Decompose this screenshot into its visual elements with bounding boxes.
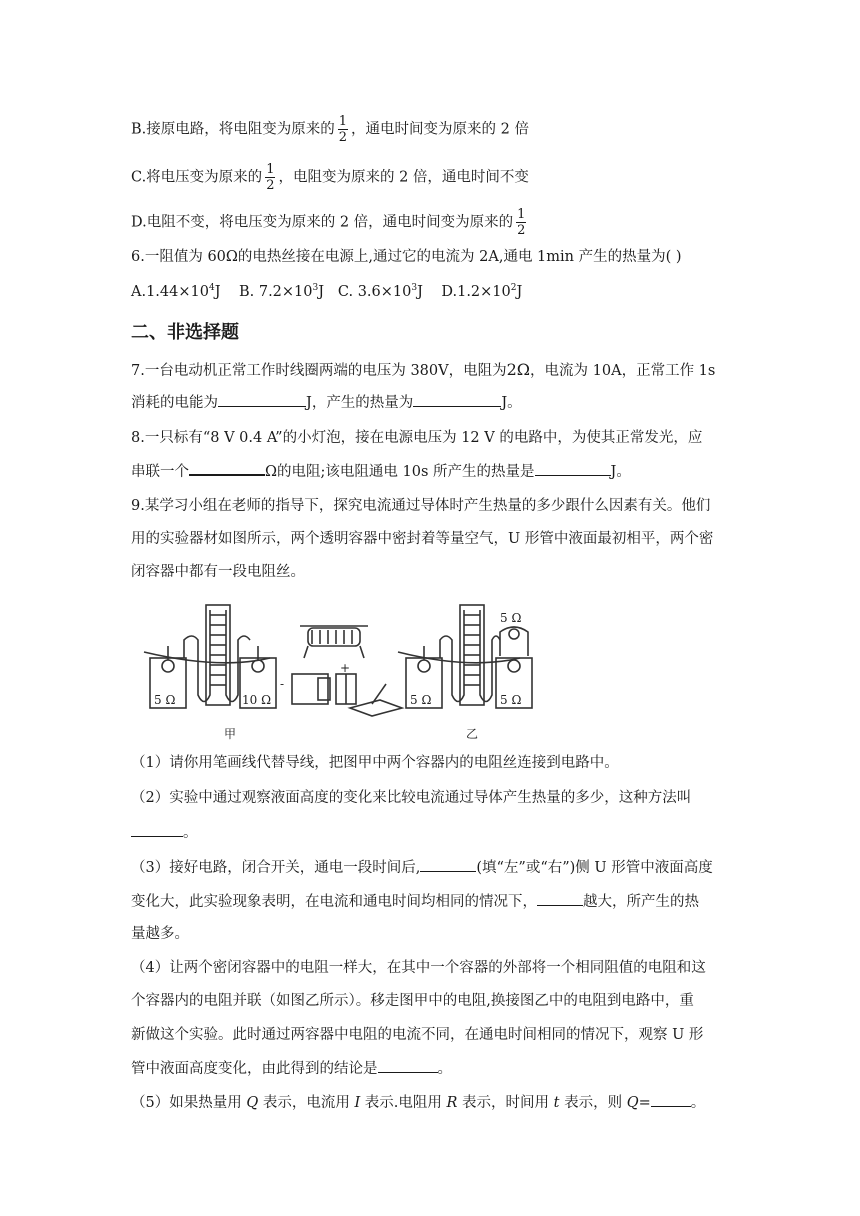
fraction xyxy=(265,162,275,193)
q9-part-3-line-3: 量越多。 xyxy=(131,926,189,942)
answer-blank[interactable] xyxy=(651,1092,691,1107)
answer-blank[interactable] xyxy=(535,461,611,476)
q5-option-b-text: B.接原电路，将电阻变为原来的 xyxy=(131,121,335,138)
q9-part-4-line-2: 个容器内的电阻并联（如图乙所示）。移走图甲中的电阻,换接图乙中的电阻到电路中，重 xyxy=(131,993,694,1009)
q6-option-d: $D.1.2\times 10^2J$ xyxy=(441,283,523,300)
q9-part-4-line-1: （4）让两个密闭容器中的电阻一样大，在其中一个容器的外部将一个相同阻值的电阻和这 xyxy=(131,960,706,976)
q6-stem: 6.一阻值为 60Ω的电热丝接在电源上,通过它的电流为 2A,通电 1min 产生的热量为( ) xyxy=(131,249,682,265)
answer-blank[interactable] xyxy=(413,392,501,407)
q5-option-c xyxy=(131,162,529,193)
q7-line-2: 消耗的电能为 J，产生的热量为 J。 xyxy=(131,392,522,413)
figure-caption-left: 甲 xyxy=(224,727,237,740)
q6-options xyxy=(131,282,522,302)
left-resistor-label: 5 Ω xyxy=(154,693,176,707)
fraction xyxy=(516,207,526,238)
experiment-figure xyxy=(140,600,730,740)
q9-part-4-line-4: 管中液面高度变化，由此得到的结论是 。 xyxy=(131,1058,452,1079)
apparatus-diagram xyxy=(140,600,730,740)
q5-option-d-text: D.电阻不变，将电压变为原来的 2 倍，通电时间变为原来的 xyxy=(131,214,514,231)
section-heading: 二、非选择题 xyxy=(131,322,239,343)
left-resistor-label: 10 Ω xyxy=(242,693,272,707)
q8-line-2: 串联一个 Ω的电阻;该电阻通电 10s 所产生的热量是 J。 xyxy=(131,460,631,482)
q7-resistance: 2Ω xyxy=(506,360,531,379)
q9-part-3-line-1: （3）接好电路，闭合开关，通电一段时间后, (填“左”或“右”)侧 U 形管中液面高度 xyxy=(131,857,713,878)
fraction-numerator: 1 xyxy=(517,207,526,222)
q6-option-b: B. $7.2\times 10^3J$ xyxy=(238,283,325,300)
answer-blank[interactable] xyxy=(420,857,476,872)
q6-option-c: C. $3.6\times 10^3J$ xyxy=(337,283,423,300)
q5-option-c-rest: ，电阻变为原来的 2 倍，通电时间不变 xyxy=(278,169,529,186)
q9-part-2-line-1: （2）实验中通过观察液面高度的变化来比较电流通过导体产生热量的多少，这种方法叫 xyxy=(131,790,692,806)
q7-line-1: 7.一台电动机正常工作时线圈两端的电压为 380V，电阻为2Ω，电流为 10A，正常工作 1s xyxy=(131,360,716,379)
fraction-numerator: 1 xyxy=(338,114,348,129)
fraction-denominator: 2 xyxy=(266,178,275,193)
right-resistor-label: 5 Ω xyxy=(410,693,432,707)
fraction-numerator: 1 xyxy=(266,162,275,177)
q5-option-d xyxy=(131,207,529,238)
q5-option-c-text: C.将电压变为原来的 xyxy=(131,169,263,186)
q9-part-5: （5）如果热量用 Q 表示，电流用 I 表示.电阻用 R 表示，时间用 t 表示，则 Q= 。 xyxy=(131,1092,705,1113)
answer-blank[interactable] xyxy=(131,822,183,837)
fraction-denominator: 2 xyxy=(338,130,348,145)
minus-sign: - xyxy=(280,677,285,691)
answer-blank[interactable] xyxy=(218,392,306,407)
q5-option-b xyxy=(131,114,529,145)
plus-sign: + xyxy=(340,661,351,675)
q9-part-4-line-3: 新做这个实验。此时通过两容器中电阻的电流不同，在通电时间相同的情况下，观察 U 形 xyxy=(131,1027,704,1043)
q9-part-2-line-2: 。 xyxy=(131,822,198,843)
answer-blank[interactable] xyxy=(378,1058,438,1073)
fraction xyxy=(338,114,348,145)
q9-part-3-line-2: 变化大，此实验现象表明，在电流和通电时间均相同的情况下， 越大，所产生的热 xyxy=(131,891,699,912)
figure-caption-right: 乙 xyxy=(466,727,479,740)
q6-option-a: $A.1.44\times 10^4J$ xyxy=(131,283,221,300)
q9-line-3: 闭容器中都有一段电阻丝。 xyxy=(131,564,305,580)
q9-part-1: （1）请你用笔画线代替导线，把图甲中两个容器内的电阻丝连接到电路中。 xyxy=(131,755,619,771)
q5-option-b-rest: ，通电时间变为原来的 2 倍 xyxy=(351,121,529,138)
q9-line-1: 9.某学习小组在老师的指导下，探究电流通过导体时产生热量的多少跟什么因素有关。他们 xyxy=(131,498,711,514)
q9-line-2: 用的实验器材如图所示，两个透明容器中密封着等量空气，U 形管中液面最初相平，两个密 xyxy=(131,531,714,547)
answer-blank[interactable] xyxy=(537,891,583,906)
q8-line-1: 8.一只标有“8 V 0.4 A”的小灯泡，接在电源电压为 12 V 的电路中，为使其正常发光，应 xyxy=(131,430,703,446)
fraction-denominator: 2 xyxy=(517,223,526,238)
answer-blank[interactable] xyxy=(189,460,265,476)
right-resistor-label: 5 Ω xyxy=(500,611,522,625)
right-resistor-label: 5 Ω xyxy=(500,693,522,707)
